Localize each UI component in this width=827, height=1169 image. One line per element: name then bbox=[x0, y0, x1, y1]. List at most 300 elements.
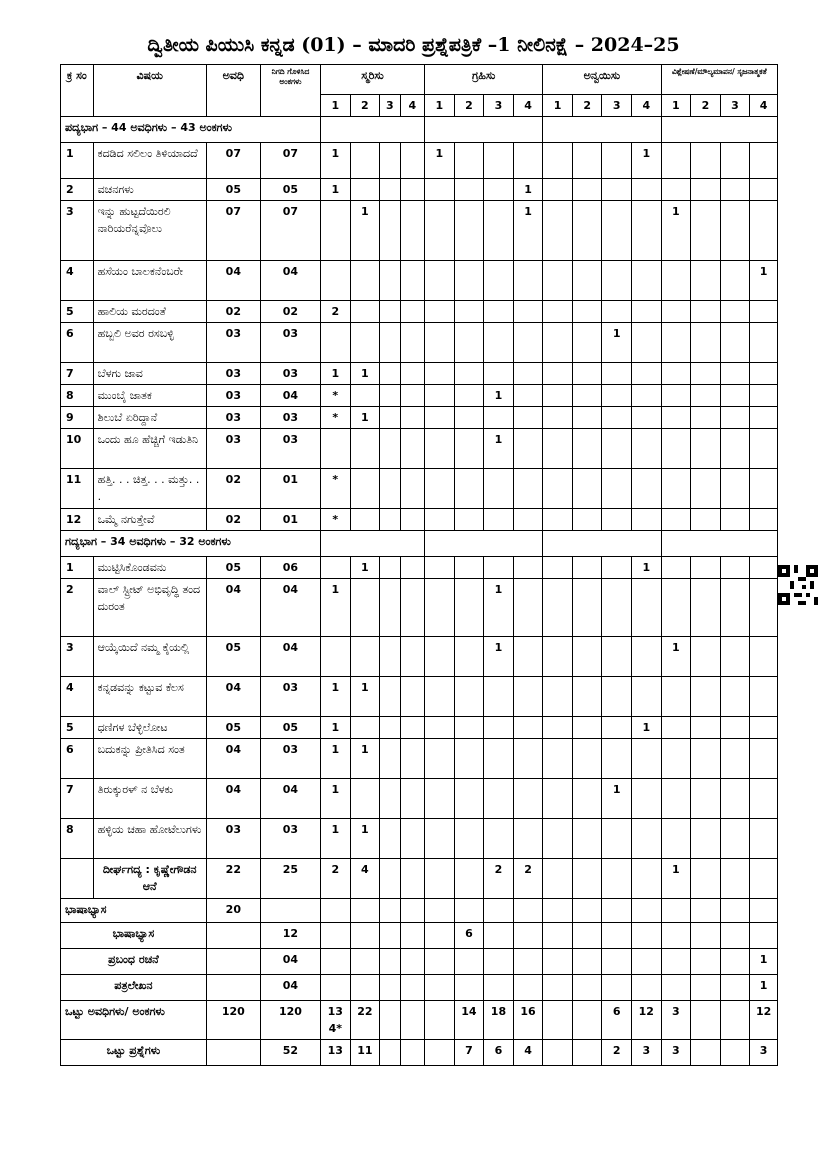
row-topic: ಮುಂಬೈ ಜಾತಕ bbox=[93, 385, 206, 407]
header-marks: ನಿಗದಿ ಗೊಳಿಸಿದ ಅಂಕಗಳು bbox=[260, 65, 320, 117]
cell-level-15 bbox=[720, 323, 750, 363]
row-periods: 07 bbox=[206, 143, 260, 179]
cell-level-6 bbox=[454, 717, 484, 739]
cell-level-3 bbox=[380, 385, 400, 407]
cell-level-14 bbox=[691, 899, 721, 923]
cell-level-12 bbox=[631, 429, 661, 469]
cell-level-2 bbox=[350, 301, 380, 323]
cell-level-6 bbox=[454, 363, 484, 385]
cell-level-10 bbox=[572, 899, 602, 923]
cell-level-14 bbox=[691, 779, 721, 819]
cell-level-11 bbox=[602, 717, 632, 739]
cell-level-11 bbox=[602, 261, 632, 301]
cell-level-16 bbox=[750, 509, 778, 531]
cell-level-5 bbox=[425, 201, 455, 261]
cell-level-9 bbox=[543, 301, 573, 323]
cell-level-13 bbox=[661, 779, 691, 819]
cell-level-16: 12 bbox=[750, 1001, 778, 1040]
cell-level-12 bbox=[631, 975, 661, 1001]
cell-level-10 bbox=[572, 301, 602, 323]
cell-level-6 bbox=[454, 739, 484, 779]
header-sl-no: ಕ್ರ ಸಂ bbox=[61, 65, 94, 117]
table-row bbox=[61, 261, 778, 301]
cell-level-9 bbox=[543, 385, 573, 407]
row-marks: 03 bbox=[260, 429, 320, 469]
cell-level-4 bbox=[400, 899, 425, 923]
totals-row bbox=[61, 1001, 778, 1040]
totals-periods: 120 bbox=[206, 1001, 260, 1040]
cell-level-6: 7 bbox=[454, 1040, 484, 1066]
cell-level-3 bbox=[380, 1001, 400, 1040]
cell-level-1 bbox=[321, 923, 351, 949]
header-level-8: 4 bbox=[513, 95, 543, 117]
row-periods: 05 bbox=[206, 179, 260, 201]
cell-level-5 bbox=[425, 819, 455, 859]
row-marks: 04 bbox=[260, 385, 320, 407]
cell-level-6 bbox=[454, 677, 484, 717]
cell-level-12 bbox=[631, 819, 661, 859]
header-level-14: 2 bbox=[691, 95, 721, 117]
cell-level-11: 2 bbox=[602, 1040, 632, 1066]
cell-level-15 bbox=[720, 385, 750, 407]
cell-level-1: 2 bbox=[321, 859, 351, 899]
cell-level-16 bbox=[750, 579, 778, 637]
section-heading-blank bbox=[425, 117, 543, 143]
cell-level-12 bbox=[631, 949, 661, 975]
cell-level-16 bbox=[750, 739, 778, 779]
header-level-4: 4 bbox=[400, 95, 425, 117]
cell-level-15 bbox=[720, 429, 750, 469]
cell-level-3 bbox=[380, 739, 400, 779]
cell-level-2 bbox=[350, 899, 380, 923]
cell-level-8: 16 bbox=[513, 1001, 543, 1040]
cell-level-16 bbox=[750, 779, 778, 819]
cell-level-6 bbox=[454, 899, 484, 923]
row-periods: 05 bbox=[206, 637, 260, 677]
cell-level-8 bbox=[513, 923, 543, 949]
cell-level-7 bbox=[484, 739, 514, 779]
cell-level-12 bbox=[631, 407, 661, 429]
cell-level-3 bbox=[380, 469, 400, 509]
cell-level-9 bbox=[543, 677, 573, 717]
cell-level-13 bbox=[661, 949, 691, 975]
cell-level-13 bbox=[661, 179, 691, 201]
cell-level-3 bbox=[380, 261, 400, 301]
header-level-2: 2 bbox=[350, 95, 380, 117]
cell-level-9 bbox=[543, 949, 573, 975]
cell-level-1 bbox=[321, 323, 351, 363]
cell-level-7 bbox=[484, 557, 514, 579]
cell-level-13: 1 bbox=[661, 859, 691, 899]
row-marks: 07 bbox=[260, 201, 320, 261]
row-periods: 22 bbox=[206, 859, 260, 899]
cell-level-7: 18 bbox=[484, 1001, 514, 1040]
header-level-13: 1 bbox=[661, 95, 691, 117]
cell-level-14 bbox=[691, 923, 721, 949]
row-number: 6 bbox=[61, 739, 94, 779]
header-group-understand: ಗ್ರಹಿಸು bbox=[425, 65, 543, 95]
row-topic: ಮುಟ್ಟಿಸಿಕೊಂಡವನು bbox=[93, 557, 206, 579]
section-heading-blank bbox=[543, 531, 661, 557]
totals-label: ಒಟ್ಟು ಅವಧಿಗಳು/ ಅಂಕಗಳು bbox=[61, 1001, 207, 1040]
cell-level-13 bbox=[661, 557, 691, 579]
cell-level-3 bbox=[380, 201, 400, 261]
cell-level-12 bbox=[631, 739, 661, 779]
header-level-16: 4 bbox=[750, 95, 778, 117]
row-periods: 05 bbox=[206, 717, 260, 739]
cell-level-13 bbox=[661, 717, 691, 739]
row-marks: 04 bbox=[260, 637, 320, 677]
cell-level-6 bbox=[454, 201, 484, 261]
header-level-3: 3 bbox=[380, 95, 400, 117]
cell-level-10 bbox=[572, 363, 602, 385]
cell-level-10 bbox=[572, 677, 602, 717]
cell-level-16 bbox=[750, 819, 778, 859]
cell-level-4 bbox=[400, 739, 425, 779]
cell-level-4 bbox=[400, 407, 425, 429]
table-row bbox=[61, 579, 778, 637]
row-number: 7 bbox=[61, 779, 94, 819]
cell-level-14 bbox=[691, 739, 721, 779]
row-periods: 04 bbox=[206, 779, 260, 819]
cell-level-1 bbox=[321, 949, 351, 975]
cell-level-3 bbox=[380, 579, 400, 637]
cell-level-10 bbox=[572, 179, 602, 201]
cell-level-6 bbox=[454, 407, 484, 429]
section-heading-label: ಗದ್ಯಭಾಗ – 34 ಅವಧಿಗಳು – 32 ಅಂಕಗಳು bbox=[61, 531, 321, 557]
cell-level-4 bbox=[400, 923, 425, 949]
row-number: 2 bbox=[61, 579, 94, 637]
cell-level-14 bbox=[691, 201, 721, 261]
cell-level-11 bbox=[602, 975, 632, 1001]
row-periods: 02 bbox=[206, 509, 260, 531]
cell-level-5 bbox=[425, 407, 455, 429]
cell-level-3 bbox=[380, 179, 400, 201]
row-topic: ಹಾಲಿಯ ಮರದಂತೆ bbox=[93, 301, 206, 323]
cell-level-7 bbox=[484, 301, 514, 323]
cell-level-1: * bbox=[321, 509, 351, 531]
cell-level-2 bbox=[350, 579, 380, 637]
row-periods: 03 bbox=[206, 407, 260, 429]
cell-level-10 bbox=[572, 975, 602, 1001]
table-row bbox=[61, 509, 778, 531]
cell-level-10 bbox=[572, 557, 602, 579]
cell-level-16 bbox=[750, 923, 778, 949]
cell-level-4 bbox=[400, 677, 425, 717]
cell-level-11 bbox=[602, 469, 632, 509]
cell-level-13 bbox=[661, 469, 691, 509]
cell-level-9 bbox=[543, 899, 573, 923]
cell-level-5 bbox=[425, 637, 455, 677]
cell-level-7 bbox=[484, 261, 514, 301]
cell-level-16 bbox=[750, 677, 778, 717]
cell-level-10 bbox=[572, 469, 602, 509]
row-marks: 01 bbox=[260, 509, 320, 531]
cell-level-13 bbox=[661, 143, 691, 179]
cell-level-14 bbox=[691, 677, 721, 717]
cell-level-5 bbox=[425, 717, 455, 739]
cell-level-3 bbox=[380, 899, 400, 923]
row-periods: 05 bbox=[206, 557, 260, 579]
cell-level-14 bbox=[691, 407, 721, 429]
cell-level-4 bbox=[400, 1001, 425, 1040]
cell-level-15 bbox=[720, 301, 750, 323]
cell-level-8 bbox=[513, 301, 543, 323]
cell-level-13 bbox=[661, 301, 691, 323]
cell-level-7 bbox=[484, 201, 514, 261]
cell-level-8: 1 bbox=[513, 201, 543, 261]
language-marks bbox=[260, 899, 320, 923]
cell-level-10 bbox=[572, 429, 602, 469]
cell-level-5 bbox=[425, 179, 455, 201]
cell-level-8 bbox=[513, 739, 543, 779]
cell-level-10 bbox=[572, 637, 602, 677]
cell-level-4 bbox=[400, 363, 425, 385]
cell-level-6 bbox=[454, 143, 484, 179]
row-topic: ತಿರುಕ್ಕುರಳ್ ನ ಬೆಳಕು bbox=[93, 779, 206, 819]
cell-level-10 bbox=[572, 779, 602, 819]
totals-marks: 120 bbox=[260, 1001, 320, 1040]
cell-level-3 bbox=[380, 323, 400, 363]
cell-level-5 bbox=[425, 739, 455, 779]
cell-level-15 bbox=[720, 407, 750, 429]
row-marks: 04 bbox=[260, 579, 320, 637]
cell-level-12 bbox=[631, 899, 661, 923]
cell-level-8 bbox=[513, 429, 543, 469]
cell-level-6 bbox=[454, 385, 484, 407]
cell-level-11 bbox=[602, 429, 632, 469]
cell-level-12 bbox=[631, 323, 661, 363]
language-row-periods bbox=[206, 975, 260, 1001]
row-topic: ಒಂದು ಹೂ ಹೆಚ್ಚಿಗೆ ಇಡುತಿನಿ bbox=[93, 429, 206, 469]
cell-level-9 bbox=[543, 779, 573, 819]
cell-level-14 bbox=[691, 579, 721, 637]
row-number: 11 bbox=[61, 469, 94, 509]
cell-level-7 bbox=[484, 407, 514, 429]
cell-level-9 bbox=[543, 1001, 573, 1040]
cell-level-1: * bbox=[321, 469, 351, 509]
cell-level-7: 1 bbox=[484, 429, 514, 469]
cell-level-5 bbox=[425, 677, 455, 717]
cell-level-4 bbox=[400, 261, 425, 301]
language-topic: ಭಾಷಾಭ್ಯಾಸ bbox=[61, 923, 207, 949]
cell-level-2: 1 bbox=[350, 819, 380, 859]
header-level-15: 3 bbox=[720, 95, 750, 117]
row-topic: ಹಸೆಯಂ ಬಾಲಕನೆಂಬರೇ bbox=[93, 261, 206, 301]
table-row bbox=[61, 143, 778, 179]
cell-level-13 bbox=[661, 975, 691, 1001]
cell-level-3 bbox=[380, 557, 400, 579]
cell-level-5: 1 bbox=[425, 143, 455, 179]
cell-level-13 bbox=[661, 899, 691, 923]
cell-level-14 bbox=[691, 385, 721, 407]
cell-level-14 bbox=[691, 1001, 721, 1040]
cell-level-10 bbox=[572, 201, 602, 261]
row-number: 5 bbox=[61, 301, 94, 323]
cell-level-1: 13 bbox=[321, 1040, 351, 1066]
cell-level-12 bbox=[631, 923, 661, 949]
cell-level-7 bbox=[484, 179, 514, 201]
cell-level-15 bbox=[720, 859, 750, 899]
cell-level-12: 12 bbox=[631, 1001, 661, 1040]
language-topic: ಪತ್ರಲೇಖನ bbox=[61, 975, 207, 1001]
cell-level-2 bbox=[350, 637, 380, 677]
header-periods: ಅವಧಿ bbox=[206, 65, 260, 117]
cell-level-7 bbox=[484, 923, 514, 949]
row-number: 5 bbox=[61, 717, 94, 739]
cell-level-5 bbox=[425, 859, 455, 899]
cell-level-14 bbox=[691, 637, 721, 677]
cell-level-1: 1 bbox=[321, 179, 351, 201]
row-topic: ಬದುಕನ್ನು ಪ್ರೀತಿಸಿದ ಸಂತ bbox=[93, 739, 206, 779]
cell-level-10 bbox=[572, 407, 602, 429]
cell-level-14 bbox=[691, 717, 721, 739]
cell-level-2 bbox=[350, 261, 380, 301]
cell-level-15 bbox=[720, 469, 750, 509]
row-number: 3 bbox=[61, 637, 94, 677]
section-heading-blank bbox=[661, 117, 777, 143]
cell-level-3 bbox=[380, 143, 400, 179]
cell-level-1 bbox=[321, 637, 351, 677]
cell-level-7 bbox=[484, 509, 514, 531]
row-marks: 03 bbox=[260, 407, 320, 429]
cell-level-1 bbox=[321, 975, 351, 1001]
cell-level-12: 1 bbox=[631, 557, 661, 579]
cell-level-16: 3 bbox=[750, 1040, 778, 1066]
cell-level-14 bbox=[691, 429, 721, 469]
row-marks: 25 bbox=[260, 859, 320, 899]
cell-level-5 bbox=[425, 385, 455, 407]
row-marks: 03 bbox=[260, 363, 320, 385]
cell-level-8 bbox=[513, 385, 543, 407]
cell-level-15 bbox=[720, 261, 750, 301]
cell-level-3 bbox=[380, 1040, 400, 1066]
row-marks: 02 bbox=[260, 301, 320, 323]
cell-level-1: 1 bbox=[321, 579, 351, 637]
row-periods: 02 bbox=[206, 469, 260, 509]
row-marks: 04 bbox=[260, 261, 320, 301]
table-row bbox=[61, 201, 778, 261]
cell-level-12 bbox=[631, 469, 661, 509]
cell-level-12: 3 bbox=[631, 1040, 661, 1066]
row-marks: 05 bbox=[260, 179, 320, 201]
cell-level-14 bbox=[691, 819, 721, 859]
cell-level-10 bbox=[572, 819, 602, 859]
header-level-7: 3 bbox=[484, 95, 514, 117]
cell-level-10 bbox=[572, 323, 602, 363]
row-periods: 04 bbox=[206, 677, 260, 717]
cell-level-7 bbox=[484, 323, 514, 363]
cell-level-9 bbox=[543, 323, 573, 363]
header-level-5: 1 bbox=[425, 95, 455, 117]
row-number: 1 bbox=[61, 143, 94, 179]
cell-level-4 bbox=[400, 323, 425, 363]
cell-level-5 bbox=[425, 975, 455, 1001]
cell-level-4 bbox=[400, 429, 425, 469]
cell-level-8 bbox=[513, 949, 543, 975]
table-row bbox=[61, 323, 778, 363]
cell-level-12: 1 bbox=[631, 717, 661, 739]
header-group-analyse: ವಿಶ್ಲೇಷಣೆ/ಮೌಲ್ಯಮಾಪನ/ ಸೃಜನಾತ್ಮಕತೆ bbox=[661, 65, 777, 95]
cell-level-5 bbox=[425, 579, 455, 637]
cell-level-2: 1 bbox=[350, 557, 380, 579]
cell-level-16 bbox=[750, 557, 778, 579]
cell-level-1: 13 4* bbox=[321, 1001, 351, 1040]
table-row bbox=[61, 677, 778, 717]
cell-level-4 bbox=[400, 779, 425, 819]
cell-level-11 bbox=[602, 301, 632, 323]
section-heading-blank bbox=[321, 531, 425, 557]
cell-level-4 bbox=[400, 179, 425, 201]
cell-level-3 bbox=[380, 717, 400, 739]
row-marks: 04 bbox=[260, 779, 320, 819]
cell-level-12 bbox=[631, 779, 661, 819]
cell-level-6 bbox=[454, 819, 484, 859]
header-level-9: 1 bbox=[543, 95, 573, 117]
cell-level-4 bbox=[400, 509, 425, 531]
header-group-remember: ಸ್ಮರಿಸು bbox=[321, 65, 425, 95]
cell-level-8 bbox=[513, 677, 543, 717]
cell-level-3 bbox=[380, 949, 400, 975]
row-periods: 04 bbox=[206, 261, 260, 301]
cell-level-8 bbox=[513, 261, 543, 301]
header-level-1: 1 bbox=[321, 95, 351, 117]
cell-level-12 bbox=[631, 201, 661, 261]
cell-level-1: * bbox=[321, 385, 351, 407]
cell-level-12 bbox=[631, 509, 661, 531]
cell-level-14 bbox=[691, 975, 721, 1001]
cell-level-5 bbox=[425, 923, 455, 949]
cell-level-13 bbox=[661, 819, 691, 859]
cell-level-7 bbox=[484, 975, 514, 1001]
cell-level-16 bbox=[750, 407, 778, 429]
cell-level-4 bbox=[400, 975, 425, 1001]
cell-level-14 bbox=[691, 143, 721, 179]
question-totals-marks: 52 bbox=[260, 1040, 320, 1066]
cell-level-1: 1 bbox=[321, 717, 351, 739]
cell-level-6 bbox=[454, 179, 484, 201]
row-number: 9 bbox=[61, 407, 94, 429]
table-row bbox=[61, 557, 778, 579]
cell-level-16 bbox=[750, 859, 778, 899]
cell-level-8 bbox=[513, 579, 543, 637]
cell-level-11 bbox=[602, 201, 632, 261]
section-heading-blank bbox=[321, 117, 425, 143]
row-periods: 04 bbox=[206, 739, 260, 779]
cell-level-8: 1 bbox=[513, 179, 543, 201]
cell-level-13: 1 bbox=[661, 637, 691, 677]
cell-level-2 bbox=[350, 779, 380, 819]
cell-level-3 bbox=[380, 923, 400, 949]
cell-level-1: * bbox=[321, 407, 351, 429]
cell-level-8 bbox=[513, 557, 543, 579]
header-level-12: 4 bbox=[631, 95, 661, 117]
cell-level-1: 1 bbox=[321, 677, 351, 717]
row-topic: ಧಣಿಗಳ ಬೆಳ್ಳಿಲೋಟ bbox=[93, 717, 206, 739]
table-row bbox=[61, 429, 778, 469]
cell-level-5 bbox=[425, 261, 455, 301]
cell-level-2: 1 bbox=[350, 363, 380, 385]
row-marks: 03 bbox=[260, 677, 320, 717]
cell-level-12 bbox=[631, 363, 661, 385]
cell-level-11 bbox=[602, 923, 632, 949]
cell-level-11 bbox=[602, 143, 632, 179]
row-number: 4 bbox=[61, 677, 94, 717]
cell-level-15 bbox=[720, 677, 750, 717]
table-row bbox=[61, 779, 778, 819]
header-level-10: 2 bbox=[572, 95, 602, 117]
section-heading-blank bbox=[425, 531, 543, 557]
